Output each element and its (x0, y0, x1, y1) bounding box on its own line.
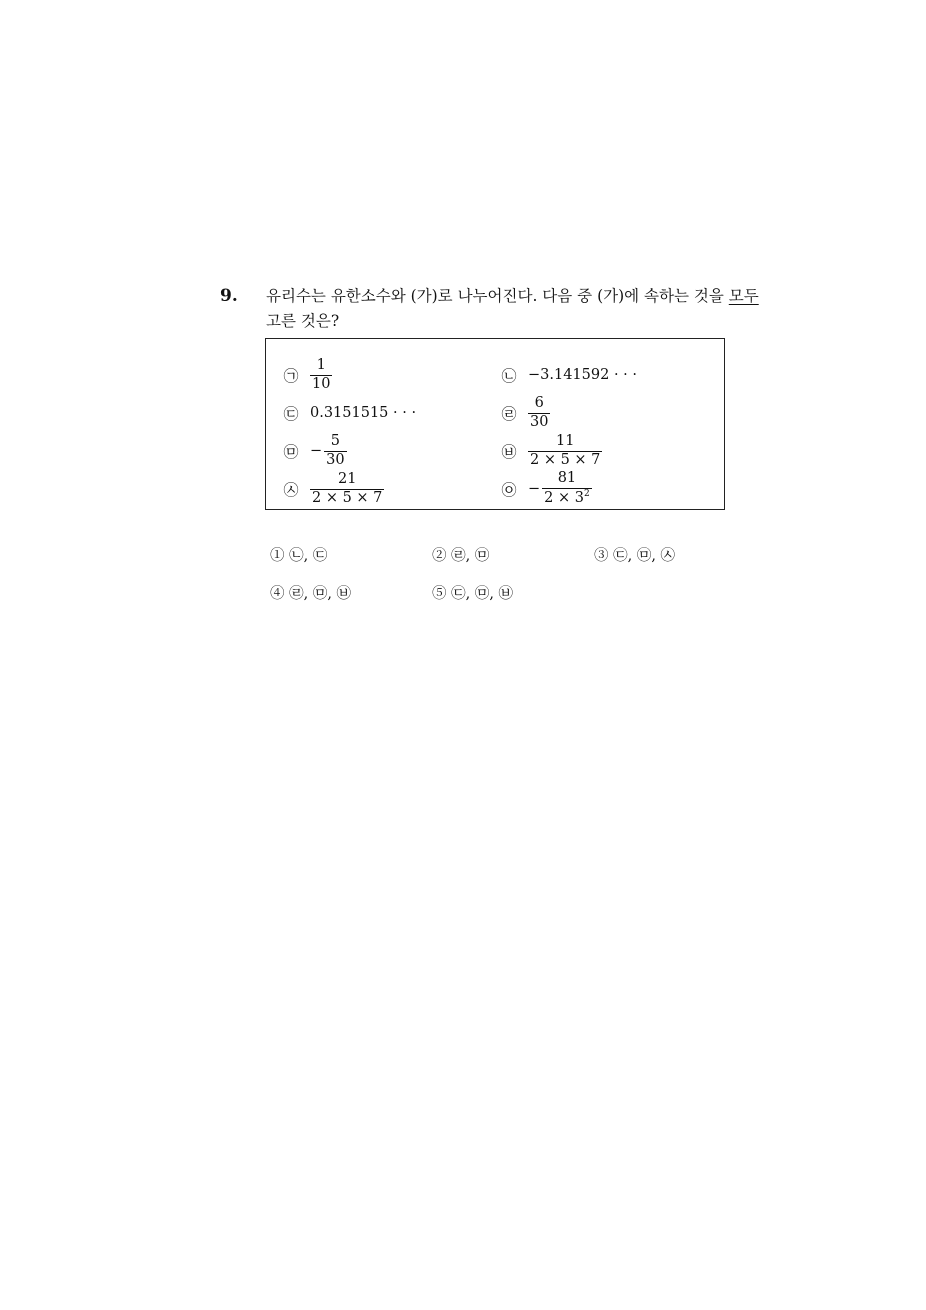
item-b (500, 356, 637, 394)
numerator: 21 (337, 470, 357, 487)
question-text-part1: 유리수는 유한소수와 (가)로 나누어진다. 다음 중 (가)에 속하는 것을 (266, 287, 729, 305)
choice-number: ④ (270, 586, 285, 602)
choice-number: ⑤ (432, 586, 447, 602)
choice-number: ② (432, 548, 447, 564)
minus-sign: − (528, 481, 541, 497)
fraction (310, 358, 332, 393)
question-text (266, 284, 766, 334)
choice-text: ㉢, ㉤, ㉦ (613, 548, 676, 564)
numerator: 11 (555, 432, 575, 449)
item-mark: ㉦ (283, 480, 299, 499)
fraction (324, 434, 346, 469)
item-h (500, 470, 592, 508)
item-value: 0.3151515 · · · (310, 405, 417, 421)
fraction (310, 472, 384, 507)
exponent: 2 (583, 489, 590, 500)
item-mark: ㉧ (501, 480, 517, 499)
denominator: 2 × 5 × 7 (312, 489, 383, 506)
choice-3[interactable] (594, 544, 675, 565)
choice-5[interactable] (432, 582, 513, 603)
item-mark: ㉢ (283, 404, 299, 423)
question-emphasis: 모두 (728, 287, 759, 305)
item-mark: ㉣ (501, 404, 517, 423)
item-mark: ㉤ (283, 442, 299, 461)
choice-text: ㉡, ㉢ (289, 548, 328, 564)
choice-text: ㉣, ㉤, ㉥ (289, 586, 352, 602)
numerator: 5 (330, 432, 340, 449)
denominator (542, 488, 592, 507)
choice-2[interactable] (432, 544, 489, 565)
choice-1[interactable] (270, 544, 327, 565)
item-mark: ㉥ (501, 442, 517, 461)
choice-number: ③ (594, 548, 609, 564)
choice-text: ㉢, ㉤, ㉥ (451, 586, 514, 602)
question-number: 9. (220, 286, 238, 306)
denominator: 2 × 5 × 7 (530, 451, 601, 468)
denominator-base: 2 × 3 (544, 489, 584, 506)
denominator: 30 (326, 451, 345, 468)
item-mark: ㉠ (283, 366, 299, 385)
fraction (528, 434, 602, 469)
numerator: 81 (557, 470, 577, 487)
numerator: 1 (316, 356, 326, 373)
item-d (500, 394, 550, 432)
items-box (265, 338, 725, 510)
choice-number: ① (270, 548, 285, 564)
minus-sign: − (310, 443, 323, 459)
question-text-part2: 고른 것은? (266, 312, 340, 330)
item-value: −3.141592 · · · (528, 367, 637, 383)
denominator: 30 (530, 413, 549, 430)
item-mark: ㉡ (501, 366, 517, 385)
item-e (282, 432, 347, 470)
item-f (500, 432, 602, 470)
item-a (282, 356, 332, 394)
item-g (282, 470, 384, 508)
fraction (542, 471, 592, 507)
choice-text: ㉣, ㉤ (451, 548, 490, 564)
item-c (282, 394, 416, 432)
fraction (528, 396, 550, 431)
choice-4[interactable] (270, 582, 351, 603)
denominator: 10 (312, 375, 331, 392)
numerator: 6 (534, 394, 544, 411)
